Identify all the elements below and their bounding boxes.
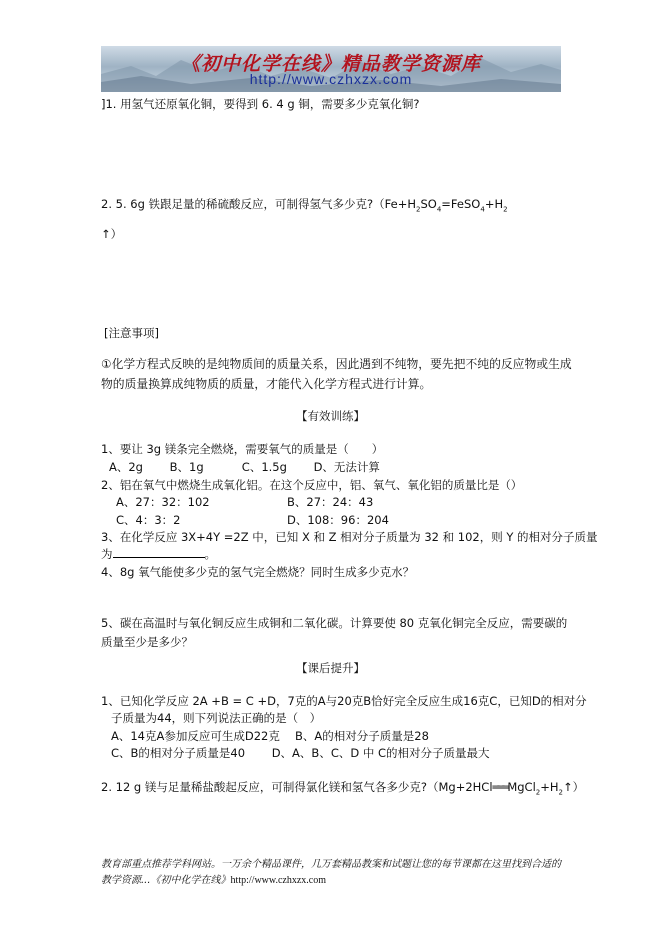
training-q1-options: A、2g B、1g C、1.5g D、无法计算 bbox=[109, 460, 380, 474]
notes-line-2: 物的质量换算成纯物质的质量，才能代入化学方程式进行计算。 bbox=[101, 377, 432, 391]
after-class-q2-text: 2. 12 g 镁与足量稀盐酸起反应，可制得氯化镁和氢气各多少克?（Mg+2HCl bbox=[101, 780, 493, 794]
equation-sign: ═══ bbox=[492, 780, 508, 794]
training-q1: 1、要让 3g 镁条完全燃烧，需要氧气的质量是（ ） bbox=[101, 442, 384, 456]
after-class-q1-option-a: A、14克A参加反应可生成D22克 bbox=[111, 729, 280, 743]
header-banner bbox=[101, 46, 561, 92]
training-q3-prefix: 为 bbox=[101, 547, 113, 561]
formula-part: SO bbox=[420, 197, 437, 211]
after-class-q1-line-1: 1、已知化学反应 2A +B = C +D，7克的A与20克B恰好完全反应生成16克C，已知D的相对分 bbox=[101, 694, 587, 708]
training-q2: 2、铝在氧气中燃烧生成氧化铝。在这个反应中，铝、氧气、氧化铝的质量比是（） bbox=[101, 478, 523, 492]
subscript: 2 bbox=[503, 205, 508, 214]
question-1: ]1. 用氢气还原氧化铜，要得到 6. 4 g 铜，需要多少克氧化铜? bbox=[101, 97, 420, 111]
training-q3-line-2 bbox=[101, 546, 216, 562]
after-class-q1-options-cd: C、B的相对分子质量是40 D、A、B、C、D 中 C的相对分子质量最大 bbox=[111, 746, 490, 760]
subscript: 4 bbox=[480, 205, 485, 214]
answer-blank bbox=[113, 547, 205, 558]
formula-part: MgCl bbox=[507, 780, 536, 794]
question-2-continuation: ↑） bbox=[101, 227, 123, 241]
question-2 bbox=[101, 196, 508, 213]
banner-title: 《初中化学在线》精品教学资源库 bbox=[180, 53, 481, 75]
footer-line-2 bbox=[101, 871, 326, 886]
training-q2-option-b: B、27：24：43 bbox=[287, 495, 374, 509]
training-q5-line-1: 5、碳在高温时与氧化铜反应生成铜和二氧化碳。计算要使 80 克氧化铜完全反应，需要碳的 bbox=[101, 616, 568, 630]
subscript: 4 bbox=[436, 205, 442, 214]
training-q2-option-a: A、27：32：102 bbox=[116, 495, 210, 509]
formula-part: +H bbox=[484, 197, 504, 211]
formula-part: ↑） bbox=[563, 780, 585, 794]
after-class-q1-option-b: B、A的相对分子质量是28 bbox=[295, 729, 429, 743]
training-q3-suffix: 。 bbox=[204, 547, 216, 561]
subscript: 2 bbox=[415, 205, 421, 214]
after-class-q2 bbox=[101, 779, 584, 796]
training-heading: 【有效训练】 bbox=[296, 409, 365, 423]
footer-line-1: 教育部重点推荐学科网站。一万余个精品课件，几万套精品教案和试题让您的每节课都在这里找到合适的 bbox=[101, 859, 561, 870]
training-q2-option-d: D、108：96：204 bbox=[287, 513, 389, 527]
after-class-heading: 【课后提升】 bbox=[296, 661, 365, 675]
question-2-text: 2. 5. 6g 铁跟足量的稀硫酸反应，可制得氢气多少克?（Fe+H bbox=[101, 197, 416, 211]
notes-line-1: ①化学方程式反映的是纯物质间的质量关系，因此遇到不纯物，要先把不纯的反应物或生成 bbox=[101, 357, 572, 371]
subscript: 2 bbox=[558, 788, 563, 797]
training-q5-line-2: 质量至少是多少？ bbox=[101, 635, 193, 649]
banner-url[interactable]: http://www.czhxzx.com bbox=[249, 71, 413, 87]
training-q4: 4、8g 氧气能使多少克的氢气完全燃烧？同时生成多少克水？ bbox=[101, 565, 415, 579]
footer-text: 教学资源...《初中化学在线》 bbox=[101, 875, 231, 886]
formula-part: +H bbox=[540, 780, 559, 794]
after-class-q1-line-2: 子质量为44，则下列说法正确的是（ ） bbox=[111, 711, 322, 725]
notes-heading: [注意事项] bbox=[104, 326, 159, 340]
subscript: 2 bbox=[535, 788, 541, 797]
training-q2-option-c: C、4：3：2 bbox=[116, 513, 181, 527]
training-q3-line-1: 3、在化学反应 3X+4Y =2Z 中，已知 X 和 Z 相对分子质量为 32 和 102，则 Y 的相对分子质量 bbox=[101, 530, 598, 544]
formula-part: =FeSO bbox=[441, 197, 481, 211]
footer-link[interactable]: http://www.czhxzx.com bbox=[230, 875, 326, 886]
